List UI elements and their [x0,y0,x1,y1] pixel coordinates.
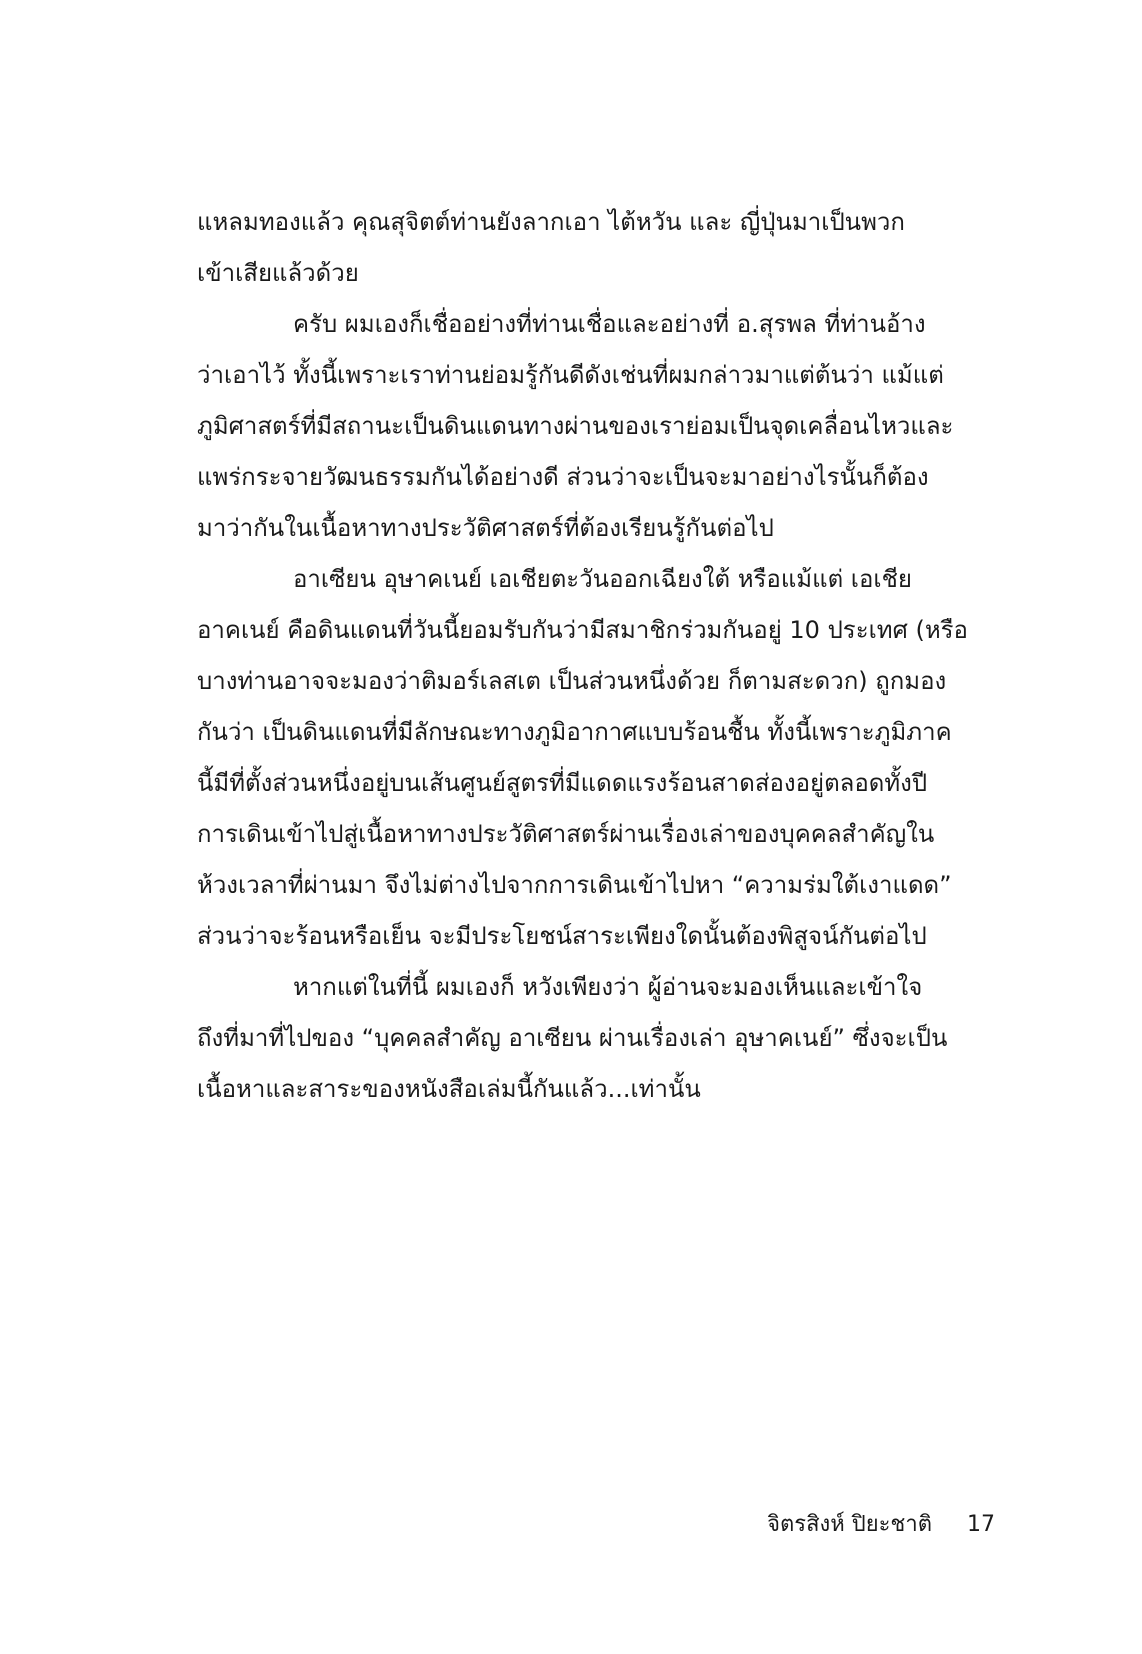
text-line: ว่าเอาไว้ ทั้งนี้เพราะเราท่านย่อมรู้กันดีดังเช่นที่ผมกล่าวมาแต่ต้นว่า แม้แต่ [197,361,944,389]
paragraph-start-line: หากแต่ในที่นี้ ผมเองก็ หวังเพียงว่า ผู้อ่านจะมองเห็นและเข้าใจ [293,973,923,1001]
body-text [197,197,987,1115]
text-line: มาว่ากันในเนื้อหาทางประวัติศาสตร์ที่ต้องเรียนรู้กันต่อไป [197,514,774,542]
text-line: อาคเนย์ คือดินแดนที่วันนี้ยอมรับกันว่ามีสมาชิกร่วมกันอยู่ 10 ประเทศ (หรือ [197,616,968,644]
paragraph-start-line: ครับ ผมเองก็เชื่ออย่างที่ท่านเชื่อและอย่างที่ อ.สุรพล ที่ท่านอ้าง [293,310,926,338]
text-line: การเดินเข้าไปสู่เนื้อหาทางประวัติศาสตร์ผ่านเรื่องเล่าของบุคคลสำคัญใน [197,820,935,848]
text-line: ส่วนว่าจะร้อนหรือเย็น จะมีประโยชน์สาระเพียงใดนั้นต้องพิสูจน์กันต่อไป [197,922,927,950]
text-line: ภูมิศาสตร์ที่มีสถานะเป็นดินแดนทางผ่านของเราย่อมเป็นจุดเคลื่อนไหวและ [197,412,954,440]
text-line: นี้มีที่ตั้งส่วนหนึ่งอยู่บนเส้นศูนย์สูตรที่มีแดดแรงร้อนสาดส่องอยู่ตลอดทั้งปี [197,769,928,797]
text-line: แพร่กระจายวัฒนธรรมกันได้อย่างดี ส่วนว่าจะเป็นจะมาอย่างไรนั้นก็ต้อง [197,463,929,491]
text-line: ห้วงเวลาที่ผ่านมา จึงไม่ต่างไปจากการเดินเข้าไปหา “ความร่มใต้เงาแดด” [197,871,952,899]
text-line: ถึงที่มาที่ไปของ “บุคคลสำคัญ อาเซียน ผ่านเรื่องเล่า อุษาคเนย์” ซึ่งจะเป็น [197,1024,948,1052]
page-number: 17 [967,1512,995,1537]
page-footer [767,1510,995,1540]
footer-author: จิตรสิงห์ ปิยะชาติ [767,1512,932,1537]
text-line: บางท่านอาจจะมองว่าติมอร์เลสเต เป็นส่วนหนึ่งด้วย ก็ตามสะดวก) ถูกมอง [197,667,947,695]
text-line: เนื้อหาและสาระของหนังสือเล่มนี้กันแล้ว...เท่านั้น [197,1075,701,1103]
text-line: เข้าเสียแล้วด้วย [197,259,359,287]
text-line: แหลมทองแล้ว คุณสุจิตต์ท่านยังลากเอา ไต้หวัน และ ญี่ปุ่นมาเป็นพวก [197,208,905,236]
paragraph-start-line: อาเซียน อุษาคเนย์ เอเชียตะวันออกเฉียงใต้ หรือแม้แต่ เอเชีย [293,565,912,593]
text-line: กันว่า เป็นดินแดนที่มีลักษณะทางภูมิอากาศแบบร้อนชื้น ทั้งนี้เพราะภูมิภาค [197,718,952,746]
